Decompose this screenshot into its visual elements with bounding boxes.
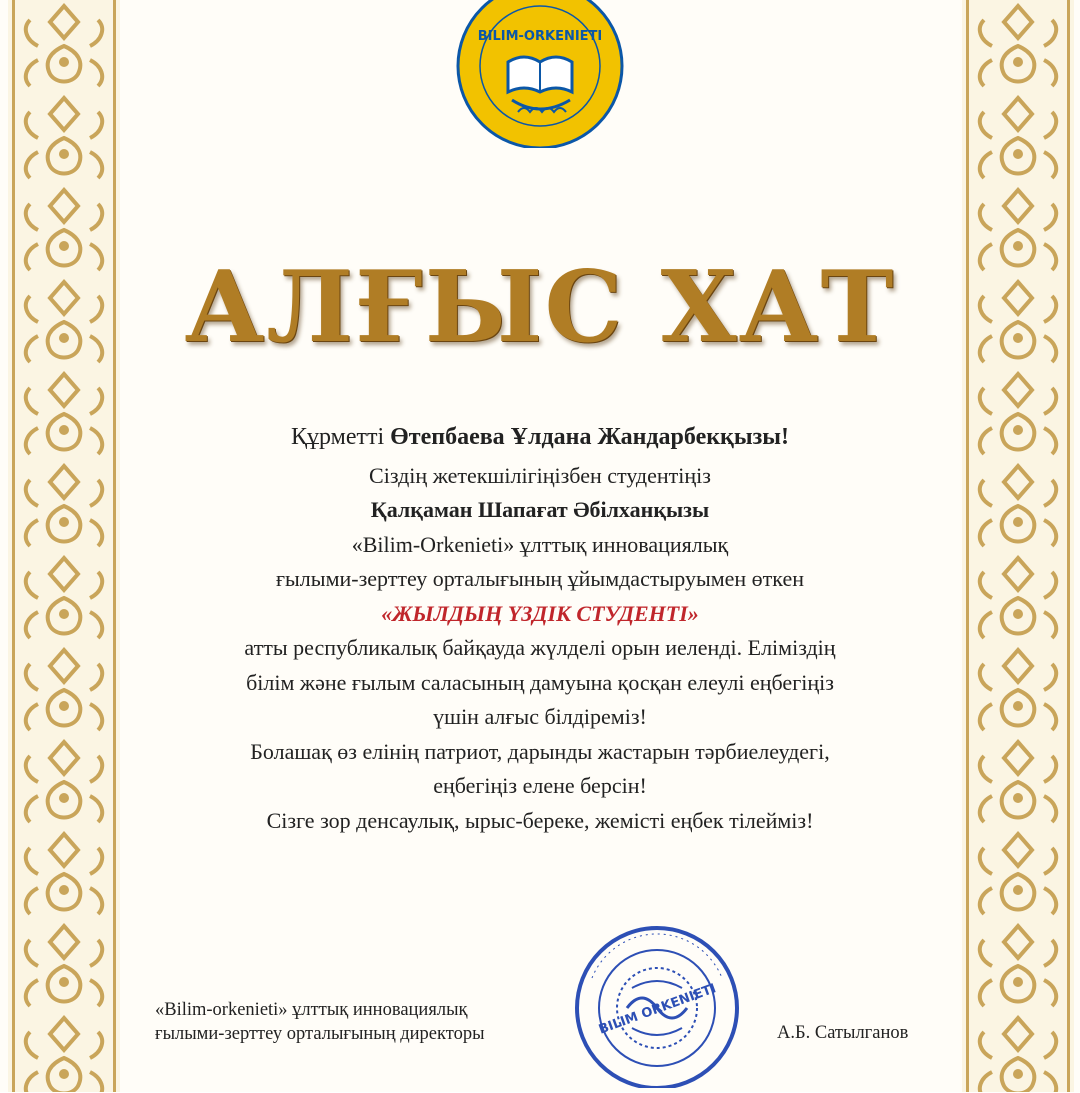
svg-text:BILIM ORKENIETI: BILIM ORKENIETI — [596, 981, 719, 1038]
body-line: еңбегіңіз елене берсін! — [433, 773, 647, 798]
body-line: Сізге зор денсаулық, ырыс-береке, жемісті еңбек тілейміз! — [266, 807, 814, 833]
signatory-organization — [155, 998, 575, 1046]
body-line: Болашақ өз елінің патриот, дарынды жастарын тәрбиелеудегі, — [250, 738, 830, 764]
left-ornament-border — [8, 0, 120, 1092]
signatory-name: А.Б. Сатылганов — [777, 1023, 909, 1043]
body-line: білім және ғылым саласының дамуына қосқан елеулі еңбегіңіз — [246, 669, 834, 695]
right-ornament-border — [962, 0, 1074, 1092]
contest-name: «ЖЫЛДЫҢ ҮЗДІК СТУДЕНТІ» — [381, 600, 699, 626]
recipient-name: Өтепбаева Ұлдана Жандарбекқызы! — [390, 424, 789, 450]
svg-text:BILIM-ORKENIETI: BILIM-ORKENIETI — [477, 29, 603, 44]
body-line: «Bilim-Orkenieti» ұлттық инновациялық — [351, 531, 729, 557]
official-stamp — [552, 918, 762, 1088]
greeting-prefix: Құрметті — [290, 424, 385, 450]
greeting-line — [180, 420, 900, 455]
body-line: Сіздің жетекшілігіңізбен студентіңіз — [369, 462, 711, 488]
organization-logo — [452, 0, 628, 148]
certificate-body — [180, 420, 900, 838]
student-name: Қалқаман Шапағат Әбілханқызы — [370, 497, 710, 522]
body-line: атты республикалық байқауда жүлделі орын иеленді. Еліміздің — [244, 635, 836, 660]
body-line: үшін алғыс білдіреміз! — [433, 704, 647, 729]
org-line: «Bilim-orkenieti» ұлттық инновациялық — [155, 1000, 468, 1020]
body-line: ғылыми-зерттеу орталығының ұйымдастыруымен өткен — [276, 566, 804, 591]
certificate-title: АЛҒЫС ХАТ — [184, 250, 896, 365]
org-line: ғылыми-зерттеу орталығының директоры — [155, 1024, 485, 1044]
